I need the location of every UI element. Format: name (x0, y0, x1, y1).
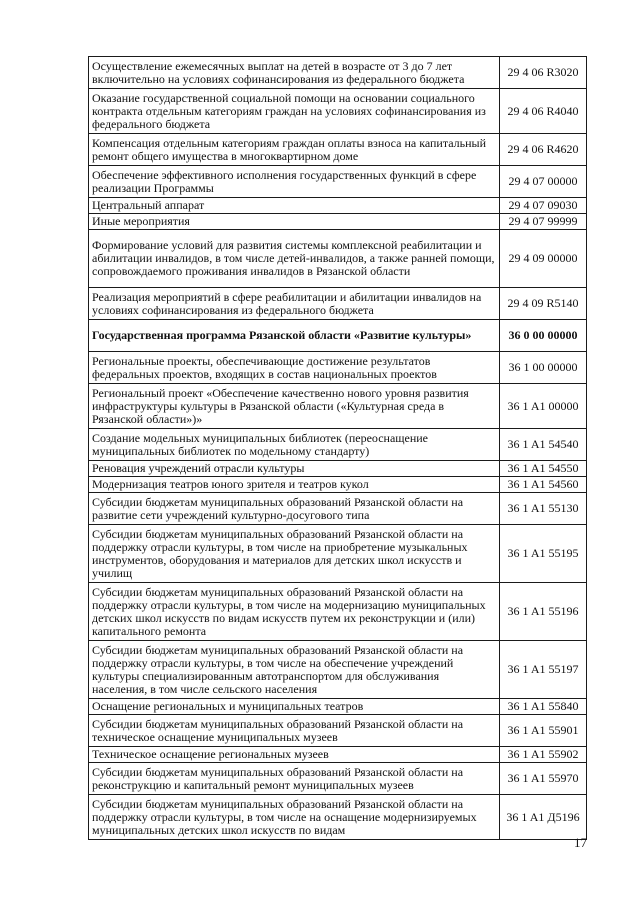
row-description: Модернизация театров юного зрителя и театров кукол (89, 477, 500, 493)
row-code: 36 1 A1 00000 (500, 384, 587, 429)
row-description: Региональный проект «Обеспечение качественно нового уровня развития инфраструктуры культуры в Рязанской области («Культурная среда в Рязанской области»)» (89, 384, 500, 429)
table-row (89, 493, 587, 525)
row-description: Оказание государственной социальной помощи на основании социального контракта отдельным категориям граждан на условиях софинансирования из федерального бюджета (89, 89, 500, 134)
table-row (89, 461, 587, 477)
row-description: Компенсация отдельным категориям граждан оплаты взноса на капитальный ремонт общего имущества в многоквартирном доме (89, 134, 500, 166)
table-row (89, 352, 587, 384)
row-description: Создание модельных муниципальных библиотек (переоснащение муниципальных библиотек по модельному стандарту) (89, 429, 500, 461)
row-code: 29 4 06 R4620 (500, 134, 587, 166)
table-row (89, 384, 587, 429)
row-code: 36 1 A1 55840 (500, 699, 587, 715)
row-code: 29 4 06 R3020 (500, 57, 587, 89)
row-code: 36 1 A1 55970 (500, 763, 587, 795)
row-description: Оснащение региональных и муниципальных театров (89, 699, 500, 715)
row-code: 29 4 09 00000 (500, 230, 587, 288)
table-row (89, 583, 587, 641)
table-row (89, 166, 587, 198)
row-code: 36 1 A1 55901 (500, 715, 587, 747)
table-row (89, 477, 587, 493)
row-description: Субсидии бюджетам муниципальных образований Рязанской области на реконструкцию и капитальный ремонт муниципальных музеев (89, 763, 500, 795)
row-code: 29 4 07 99999 (500, 214, 587, 230)
row-description: Субсидии бюджетам муниципальных образований Рязанской области на поддержку отрасли культуры, в том числе на модернизацию муниципальных детских школ искусств по видам искусств путем их реконструкции и (или) капитального ремонта (89, 583, 500, 641)
table-row (89, 763, 587, 795)
row-description: Реновация учреждений отрасли культуры (89, 461, 500, 477)
row-code: 36 1 A1 54540 (500, 429, 587, 461)
row-description: Техническое оснащение региональных музеев (89, 747, 500, 763)
row-code: 36 1 A1 Д5196 (500, 795, 587, 840)
row-code: 36 1 A1 54560 (500, 477, 587, 493)
row-code: 36 1 A1 55902 (500, 747, 587, 763)
row-code: 29 4 07 00000 (500, 166, 587, 198)
row-description: Государственная программа Рязанской области «Развитие культуры» (89, 320, 500, 352)
table-row (89, 641, 587, 699)
table-row (89, 795, 587, 840)
row-description: Центральный аппарат (89, 198, 500, 214)
row-description: Субсидии бюджетам муниципальных образований Рязанской области на развитие сети учреждений культурно-досугового типа (89, 493, 500, 525)
row-code: 36 1 A1 55197 (500, 641, 587, 699)
row-code: 36 1 A1 55195 (500, 525, 587, 583)
table-row (89, 57, 587, 89)
row-code: 36 1 A1 55130 (500, 493, 587, 525)
row-code: 36 0 00 00000 (500, 320, 587, 352)
table-row (89, 429, 587, 461)
table-body (89, 57, 587, 840)
row-code: 29 4 09 R5140 (500, 288, 587, 320)
table-row (89, 525, 587, 583)
row-description: Реализация мероприятий в сфере реабилитации и абилитации инвалидов на условиях софинансирования из федерального бюджета (89, 288, 500, 320)
page-number: 17 (574, 835, 587, 850)
table-row (89, 699, 587, 715)
budget-classification-table (88, 56, 587, 840)
row-code: 29 4 07 09030 (500, 198, 587, 214)
row-code: 29 4 06 R4040 (500, 89, 587, 134)
row-description: Осуществление ежемесячных выплат на детей в возрасте от 3 до 7 лет включительно на условиях софинансирования из федерального бюджета (89, 57, 500, 89)
table-row (89, 230, 587, 288)
row-description: Иные мероприятия (89, 214, 500, 230)
table-row (89, 320, 587, 352)
row-description: Обеспечение эффективного исполнения государственных функций в сфере реализации Программы (89, 166, 500, 198)
table-row (89, 198, 587, 214)
row-description: Субсидии бюджетам муниципальных образований Рязанской области на поддержку отрасли культуры, в том числе на приобретение музыкальных инструментов, оборудования и материалов для детских школ искусств и училищ (89, 525, 500, 583)
table-row (89, 715, 587, 747)
row-description: Субсидии бюджетам муниципальных образований Рязанской области на поддержку отрасли культуры, в том числе на оснащение модернизируемых муниципальных детских школ искусств по видам (89, 795, 500, 840)
row-code: 36 1 00 00000 (500, 352, 587, 384)
row-description: Формирование условий для развития системы комплексной реабилитации и абилитации инвалидов, в том числе детей-инвалидов, а также ранней помощи, сопровождаемого проживания инвалидов в Рязанской области (89, 230, 500, 288)
table-row (89, 747, 587, 763)
table-row (89, 288, 587, 320)
row-code: 36 1 A1 54550 (500, 461, 587, 477)
row-description: Субсидии бюджетам муниципальных образований Рязанской области на поддержку отрасли культуры, в том числе на обеспечение учреждений культуры специализированным автотранспортом для обслуживания населения, в том числе сельского населения (89, 641, 500, 699)
table-row (89, 214, 587, 230)
table-row (89, 89, 587, 134)
row-description: Региональные проекты, обеспечивающие достижение результатов федеральных проектов, входящих в состав национальных проектов (89, 352, 500, 384)
row-code: 36 1 A1 55196 (500, 583, 587, 641)
table-row (89, 134, 587, 166)
row-description: Субсидии бюджетам муниципальных образований Рязанской области на техническое оснащение муниципальных музеев (89, 715, 500, 747)
